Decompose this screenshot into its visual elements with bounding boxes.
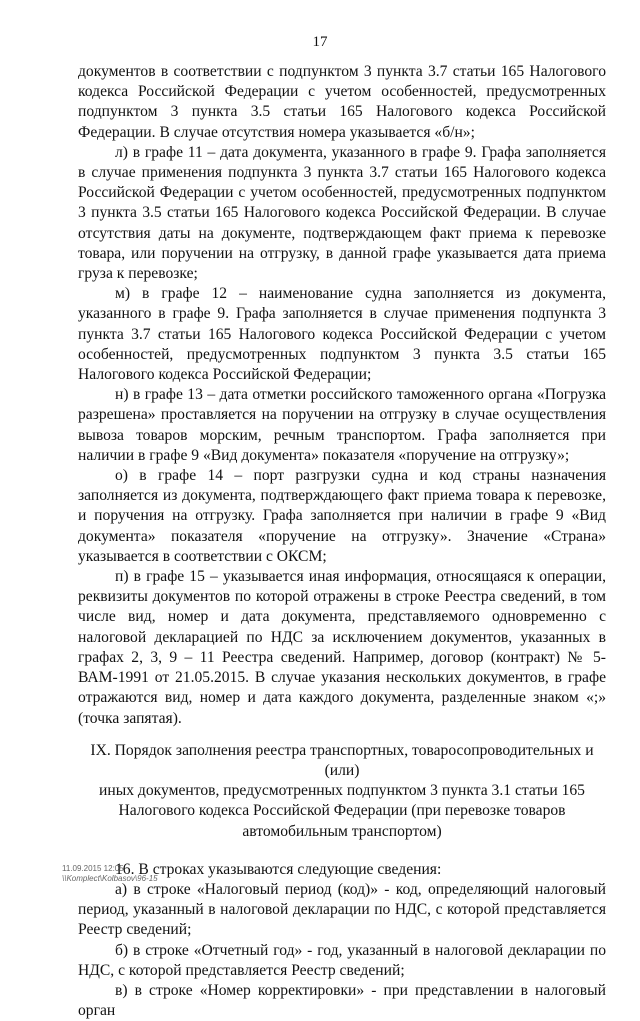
section-heading-line: автомобильным транспортом): [242, 822, 442, 840]
paragraph-16-intro: 16. В строках указываются следующие сведения:: [115, 860, 442, 878]
paragraph-16-a: а) в строке «Налоговый период (код)» - код, определяющий налоговый период, указанный в налоговой декларации по НДС, с которой представляется Реестр сведений;: [78, 880, 606, 939]
section-heading-line: иных документов, предусмотренных подпунктом 3 пункта 3.1 статьи 165: [99, 782, 585, 800]
paragraph-item-l: л) в графе 11 – дата документа, указанного в графе 9. Графа заполняется в случае применения подпункта 3 пункта 3.7 статьи 165 Налогового кодекса Российской Федерации с учетом особенностей, предусмотренных подпунктом 3 пункта 3.5 статьи 165 Налогового кодекса Российской Федерации. В случае отсутствия даты на документе, подтверждающем факт приема к перевозке товара, или поручении на отгрузку, в данной графе указывается дата приема груза к перевозке;: [78, 143, 606, 283]
paragraph-item-p: п) в графе 15 – указывается иная информация, относящаяся к операции, реквизиты документов по которой отражены в строке Реестра сведений, в том числе вид, номер и дата документа, представляемого одновременно с налоговой декларацией по НДС за исключением документов, указанных в графах 2, 3, 9 – 11 Реестра сведений. Например, договор (контракт) № 5-ВАМ-1991 от 21.05.2015. В случае указания нескольких документов, в графе отражаются вид, номер и дата каждого документа, разделенные знаком «;» (точка запятая).: [78, 568, 606, 727]
footer-file-path: \\Komplect\Kolbasov\96-15: [62, 874, 158, 883]
paragraph-16-b: б) в строке «Отчетный год» - год, указанный в налоговой декларации по НДС, с которой представляется Реестр сведений;: [78, 941, 606, 979]
paragraph-item-m: м) в графе 12 – наименование судна заполняется из документа, указанного в графе 9. Графа заполняется в случае применения подпункта 3 пункта 3.7 статьи 165 Налогового кодекса Российской Федерации с учетом особенностей, предусмотренных подпунктом 3 пункта 3.5 статьи 165 Налогового кодекса Российской Федерации;: [78, 285, 606, 384]
page-number: 17: [312, 34, 328, 50]
footer-stamp: [62, 864, 158, 884]
footer-timestamp: 11.09.2015 12:05: [62, 864, 124, 873]
section-heading: [78, 741, 606, 842]
section-heading-line: Налогового кодекса Российской Федерации (при перевозке товаров: [118, 802, 566, 820]
paragraph-item-o: о) в графе 14 – порт разгрузки судна и код страны назначения заполняется из документа, подтверждающего факт приема товара к перевозке, и поручения на отгрузку. Графа заполняется при наличии в графе 9 «Вид документа» показателя «поручение на отгрузку». Значение «Страна» указывается в соответствии с ОКСМ;: [78, 467, 606, 565]
paragraph-item-n: н) в графе 13 – дата отметки российского таможенного органа «Погрузка разрешена» проставляется на поручении на отгрузку в случае осуществления вывоза товаров морским, речным транспортом. Графа заполняется при наличии в графе 9 «Вид документа» показателя «поручение на отгрузку»;: [78, 386, 606, 464]
paragraph-16-v: в) в строке «Номер корректировки» - при представлении в налоговый орган: [78, 981, 606, 1020]
section-heading-line: IX. Порядок заполнения реестра транспортных, товаросопроводительных и (или): [90, 741, 594, 779]
paragraph-continuation: документов в соответствии с подпунктом 3 пункта 3.7 статьи 165 Налогового кодекса Российской Федерации с учетом особенностей, предусмотренных подпунктом 3 пункта 3.5 статьи 165 Налогового кодекса Российской Федерации. В случае отсутствия номера указывается «б/н»;: [78, 63, 606, 141]
